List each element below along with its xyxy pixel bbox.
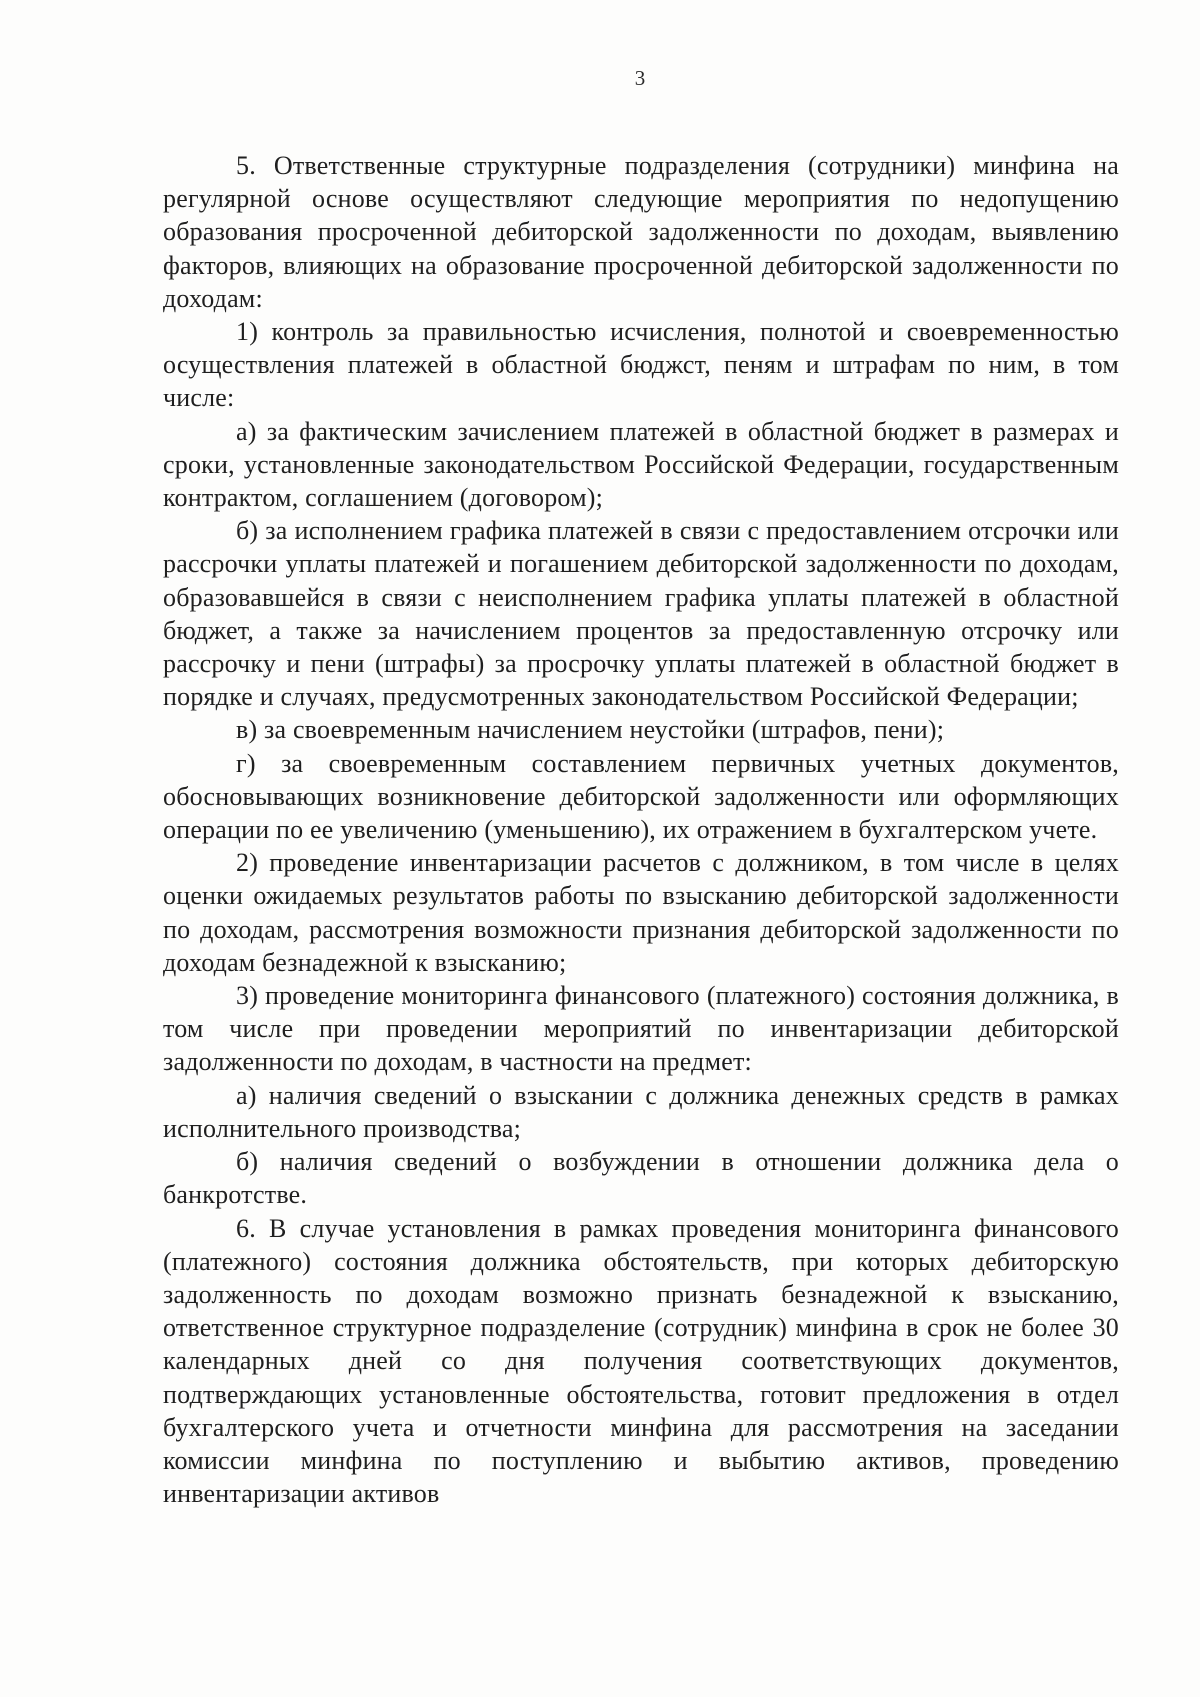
paragraph-item-1a: а) за фактическим зачислением платежей в областной бюджет в размерах и сроки, установленные законодательством Российской Федерации, государственным контрактом, соглашением (договором);	[163, 416, 1119, 513]
paragraph-item-3a: а) наличия сведений о взыскании с должника денежных средств в рамках исполнительного производства;	[163, 1080, 1119, 1143]
paragraph-5-intro: 5. Ответственные структурные подразделения (сотрудники) минфина на регулярной основе осуществляют следующие мероприятия по недопущению образования просроченной дебиторской задолженности по доходам, выявлению факторов, влияющих на образование просроченной дебиторской задолженности по доходам:	[163, 151, 1119, 313]
document-body	[163, 149, 1119, 1510]
paragraph-item-3b: б) наличия сведений о возбуждении в отношении должника дела о банкротстве.	[163, 1147, 1119, 1210]
paragraph-item-1g: г) за своевременным составлением первичных учетных документов, обосновывающих возникновение дебиторской задолженности или оформляющих операции по ее увеличению (уменьшению), их отражением в бухгалтерском учете.	[163, 748, 1119, 845]
paragraph-item-2: 2) проведение инвентаризации расчетов с должником, в том числе в целях оценки ожидаемых результатов работы по взысканию дебиторской задолженности по доходам, рассмотрения возможности признания дебиторской задолженности по доходам безнадежной к взысканию;	[163, 848, 1119, 977]
page-number: 3	[634, 66, 646, 90]
paragraph-item-1v: в) за своевременным начислением неустойки (штрафов, пени);	[236, 715, 945, 745]
paragraph-item-1: 1) контроль за правильностью исчисления, полнотой и своевременностью осуществления платежей в областной бюджст, пеням и штрафам по ним, в том числе:	[163, 317, 1119, 413]
paragraph-6: 6. В случае установления в рамках проведения мониторинга финансового (платежного) состояния должника обстоятельств, при которых дебиторскую задолженность по доходам возможно признать безнадежной к взысканию, ответственное структурное подразделение (сотрудник) минфина в срок не более 30 календарных дней со дня получения соответствующих документов, подтверждающих установленные обстоятельства, готовит предложения в отдел бухгалтерского учета и отчетности минфина для рассмотрения на заседании комиссии минфина по поступлению и выбытию активов, проведению инвентаризации активов	[163, 1213, 1119, 1509]
paragraph-item-3: 3) проведение мониторинга финансового (платежного) состояния должника, в том числе при проведении мероприятий по инвентаризации дебиторской задолженности по доходам, в частности на предмет:	[163, 981, 1119, 1077]
paragraph-item-1b: б) за исполнением графика платежей в связи с предоставлением отсрочки или рассрочки уплаты платежей и погашением дебиторской задолженности по доходам, образовавшейся в связи с неисполнением графика уплаты платежей в областной бюджет, а также за начислением процентов за предоставленную отсрочку или рассрочку и пени (штрафы) за просрочку уплаты платежей в областной бюджет в порядке и случаях, предусмотренных законодательством Российской Федерации;	[163, 516, 1119, 712]
